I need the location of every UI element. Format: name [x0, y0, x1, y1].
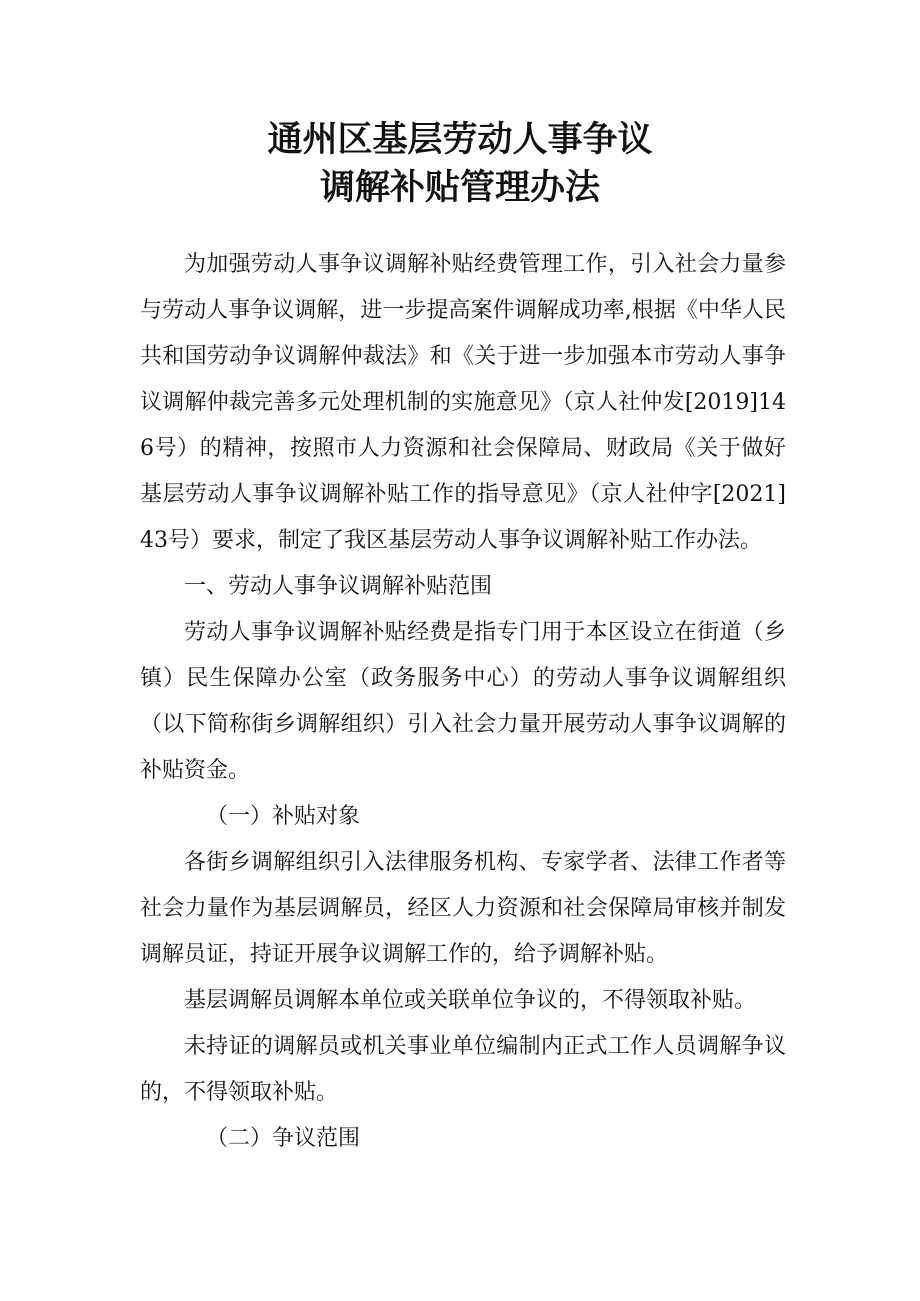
section-heading-1: 一、劳动人事争议调解补贴范围	[184, 574, 493, 599]
paragraph-subsidy-definition: 劳动人事争议调解补贴经费是指专门用于本区设立在街道（乡镇）民生保障办公室（政务服务中心）的劳动人事争议调解组织（以下简称街乡调解组织）引入社会力量开展劳动人事争议调解的补贴资金。	[140, 620, 786, 783]
document-title-line2: 调解补贴管理办法	[319, 168, 600, 208]
paragraph-no-subsidy-own-unit: 基层调解员调解本单位或关联单位争议的，不得领取补贴。	[184, 988, 757, 1013]
paragraph-subsidy-recipients: 各街乡调解组织引入法律服务机构、专家学者、法律工作者等社会力量作为基层调解员，经区人力资源和社会保障局审核并制发调解员证，持证开展争议调解工作的，给予调解补贴。	[140, 850, 786, 967]
document-body	[140, 242, 786, 1162]
paragraph-no-subsidy-uncertified: 未持证的调解员或机关事业单位编制内正式工作人员调解争议的，不得领取补贴。	[140, 1034, 786, 1105]
document-title-line1: 通州区基层劳动人事争议	[267, 120, 653, 160]
subsection-heading-2: （二）争议范围	[206, 1126, 361, 1151]
paragraph-intro: 为加强劳动人事争议调解补贴经费管理工作，引入社会力量参与劳动人事争议调解，进一步提高案件调解成功率,根据《中华人民共和国劳动争议调解仲裁法》和《关于进一步加强本市劳动人事争议调解仲裁完善多元处理机制的实施意见》（京人社仲发[2019]146号）的精神，按照市人力资源和社会保障局、财政局《关于做好基层劳动人事争议调解补贴工作的指导意见》（京人社仲字[2021]43号）要求，制定了我区基层劳动人事争议调解补贴工作办法。	[140, 252, 786, 553]
subsection-heading-1: （一）补贴对象	[206, 804, 361, 829]
